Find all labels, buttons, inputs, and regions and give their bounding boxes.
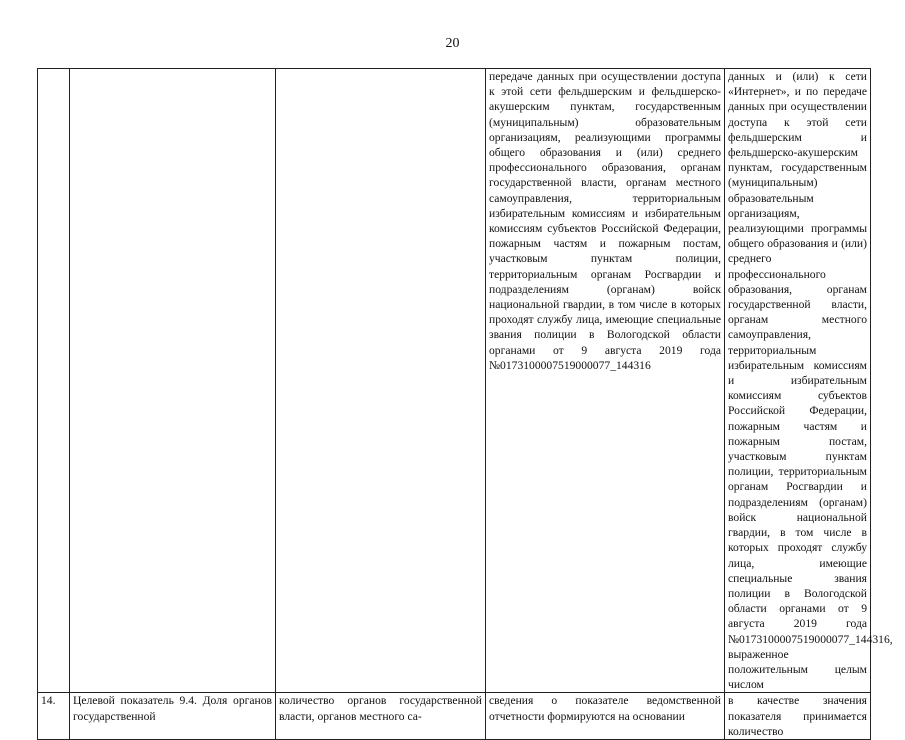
indicator-name-cell: Целевой показатель 9.4. Доля органов государственной bbox=[70, 693, 276, 740]
table-row bbox=[38, 69, 871, 693]
definition-cell bbox=[276, 69, 486, 693]
row-number-cell: 14. bbox=[38, 693, 70, 740]
source-cell: сведения о показателе ведомственной отчетности формируются на основании bbox=[486, 693, 725, 740]
calculation-cell: в качестве значения показателя принимается количество bbox=[725, 693, 871, 740]
page-number: 20 bbox=[445, 36, 460, 51]
row-number-cell bbox=[38, 69, 70, 693]
calculation-cell: данных и (или) к сети «Интернет», и по передаче данных при осуществлении доступа к этой сети фельдшерским и фельдшерско-акушерским пунктам, государственным (муниципальным) образовательным организациям, реализующими программы общего образования и (или) среднего профессионального образования, органам государственной власти, органам местного самоуправления, территориальным избирательным комиссиям и избирательным комиссиям субъектов Российской Федерации, пожарным частям и пожарным постам, участковым пунктам полиции, территориальным органам Росгвардии и подразделениям (органам) войск национальной гвардии, в том числе в которых проходят службу лица, имеющие специальные звания полиции в Вологодской области органами от 9 августа 2019 года №0173100007519000077_144316, выраженное положительным целым числом bbox=[725, 69, 871, 693]
document-table bbox=[37, 68, 893, 740]
definition-cell: количество органов государственной власти, органов местного са- bbox=[276, 693, 486, 740]
table-row bbox=[38, 693, 871, 740]
indicator-name-cell bbox=[70, 69, 276, 693]
source-cell: передаче данных при осуществлении доступа к этой сети фельдшерским и фельдшерско-акушерским пунктам, государственным (муниципальным) образовательным организациям, реализующими программы общего образования и (или) среднего профессионального образования, органам государственной власти, органам местного самоуправления, территориальным избирательным комиссиям и избирательным комиссиям субъектов Российской Федерации, пожарным частям и пожарным постам, участковым пунктам полиции, территориальным органам Росгвардии и подразделениям (органам) войск национальной гвардии, в том числе в которых проходят службу лица, имеющие специальные звания полиции в Вологодской области органами от 9 августа 2019 года №0173100007519000077_144316 bbox=[486, 69, 725, 693]
